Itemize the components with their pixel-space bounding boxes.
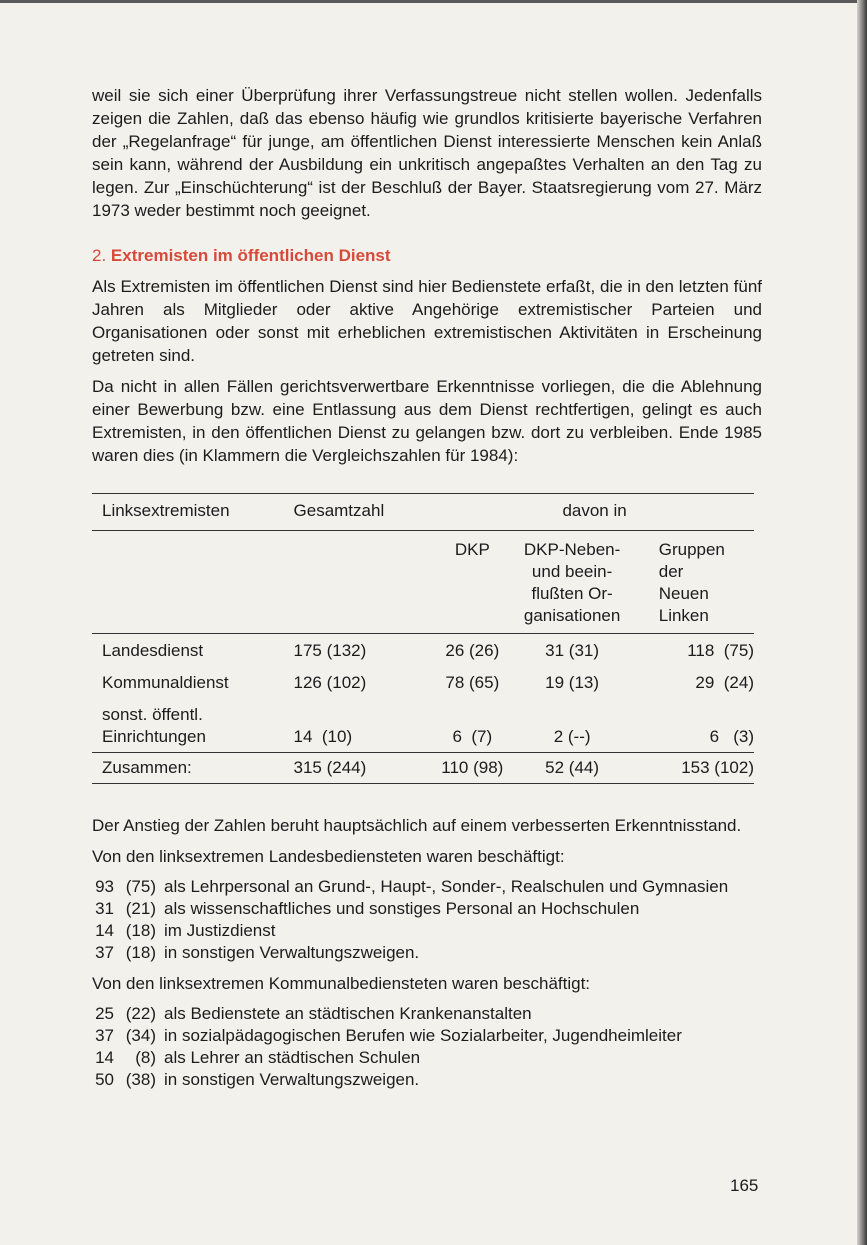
table-row: sonst. öffentl. Einrichtungen 14 (10) 6 (7) 2 (--) 6 (3) <box>102 705 754 746</box>
section-heading <box>92 244 762 267</box>
list1-intro: Von den linksextremen Landesbediensteten waren beschäftigt: <box>92 847 565 866</box>
list-item: 93 (75) als Lehrpersonal an Grund-, Haupt-, Sonder-, Realschulen und Gymnasien <box>95 877 729 896</box>
list-item: 50 (38) in sonstigen Verwaltungszweigen. <box>95 1070 420 1089</box>
header-linksextremisten: Linksextremisten <box>92 494 294 531</box>
table-subheader-row <box>92 531 754 634</box>
intro-paragraph: weil sie sich einer Überprüfung ihrer Verfassungstreue nicht stellen wollen. Jedenfalls zeigen die Zahlen, daß das ebenso häufig wie grundlos kritisierte bayerische Verfahren der „Regelanfrage“ für junge, am öffentlichen Dienst interessierte Menschen kein Anlaß sein kann, während der Ausbildung ein unkritisch angepaßtes Verhalten an den Tag zu legen. Zur „Einschüchterung“ ist der Beschluß der Bayer. Staatsregierung vom 27. März 1973 weder bestimmt noch geeignet. <box>92 86 762 220</box>
header-dkp: DKP <box>435 531 509 634</box>
paragraph-increase: Der Anstieg der Zahlen beruht hauptsächlich auf einem verbesserten Erkenntnisstand. <box>92 816 742 835</box>
page-binding-edge <box>857 0 867 1245</box>
list2-intro: Von den linksextremen Kommunalbediensteten waren beschäftigt: <box>92 974 591 993</box>
paragraph-context: Da nicht in allen Fällen gerichtsverwertbare Erkenntnisse vorliegen, die die Ablehnung einer Bewerbung bzw. eine Entlassung aus dem Dienst rechtfertigen, gelingt es auch Extremisten, in den öffentlichen Dienst zu gelangen bzw. dort zu verbleiben. Ende 1985 waren dies (in Klammern die Vergleichszahlen für 1984): <box>92 377 762 465</box>
page-top-edge <box>0 0 867 3</box>
section-number: 2. <box>92 246 107 265</box>
list-item: 37 (18) in sonstigen Verwaltungszweigen. <box>95 943 420 962</box>
list-item: 25 (22) als Bedienstete an städtischen Krankenanstalten <box>95 1004 532 1023</box>
landes-list <box>92 876 762 964</box>
table-row: Landesdienst 175 (132) 26 (26) 31 (31) 118 (75) <box>92 634 754 667</box>
page-number: 165 <box>730 1176 759 1195</box>
extremists-table <box>92 493 754 784</box>
section-title: Extremisten im öffentlichen Dienst <box>110 246 391 265</box>
paragraph-definition: Als Extremisten im öffentlichen Dienst sind hier Bedienstete erfaßt, die in den letzten fünf Jahren als Mitglieder oder aktive Angehörige extremistischer Parteien und Organisationen oder sonst mit erheblichen extremistischen Aktivitäten in Erscheinung getreten sind. <box>92 277 762 365</box>
table-header-row <box>92 494 754 531</box>
list-item: 14 (8) als Lehrer an städtischen Schulen <box>95 1048 421 1067</box>
table-row: Kommunaldienst 126 (102) 78 (65) 19 (13) 29 (24) <box>102 673 754 692</box>
header-davon-in: davon in <box>435 494 754 531</box>
document-page <box>92 84 762 1099</box>
list-item: 31 (21) als wissenschaftliches und sonstiges Personal an Hochschulen <box>95 899 640 918</box>
header-dkp-neben: DKP-Neben- und beein- flußten Or- ganisationen <box>509 531 634 634</box>
list-item: 37 (34) in sozialpädagogischen Berufen wie Sozialarbeiter, Jugendheimleiter <box>95 1026 682 1045</box>
header-gruppen: Gruppen der Neuen Linken <box>635 531 754 634</box>
header-gesamtzahl: Gesamtzahl <box>294 494 436 531</box>
kommunal-list <box>92 1003 762 1091</box>
list-item: 14 (18) im Justizdienst <box>95 921 276 940</box>
table-sum-row: Zusammen: 315 (244) 110 (98) 52 (44) 153 (102) <box>92 753 754 784</box>
